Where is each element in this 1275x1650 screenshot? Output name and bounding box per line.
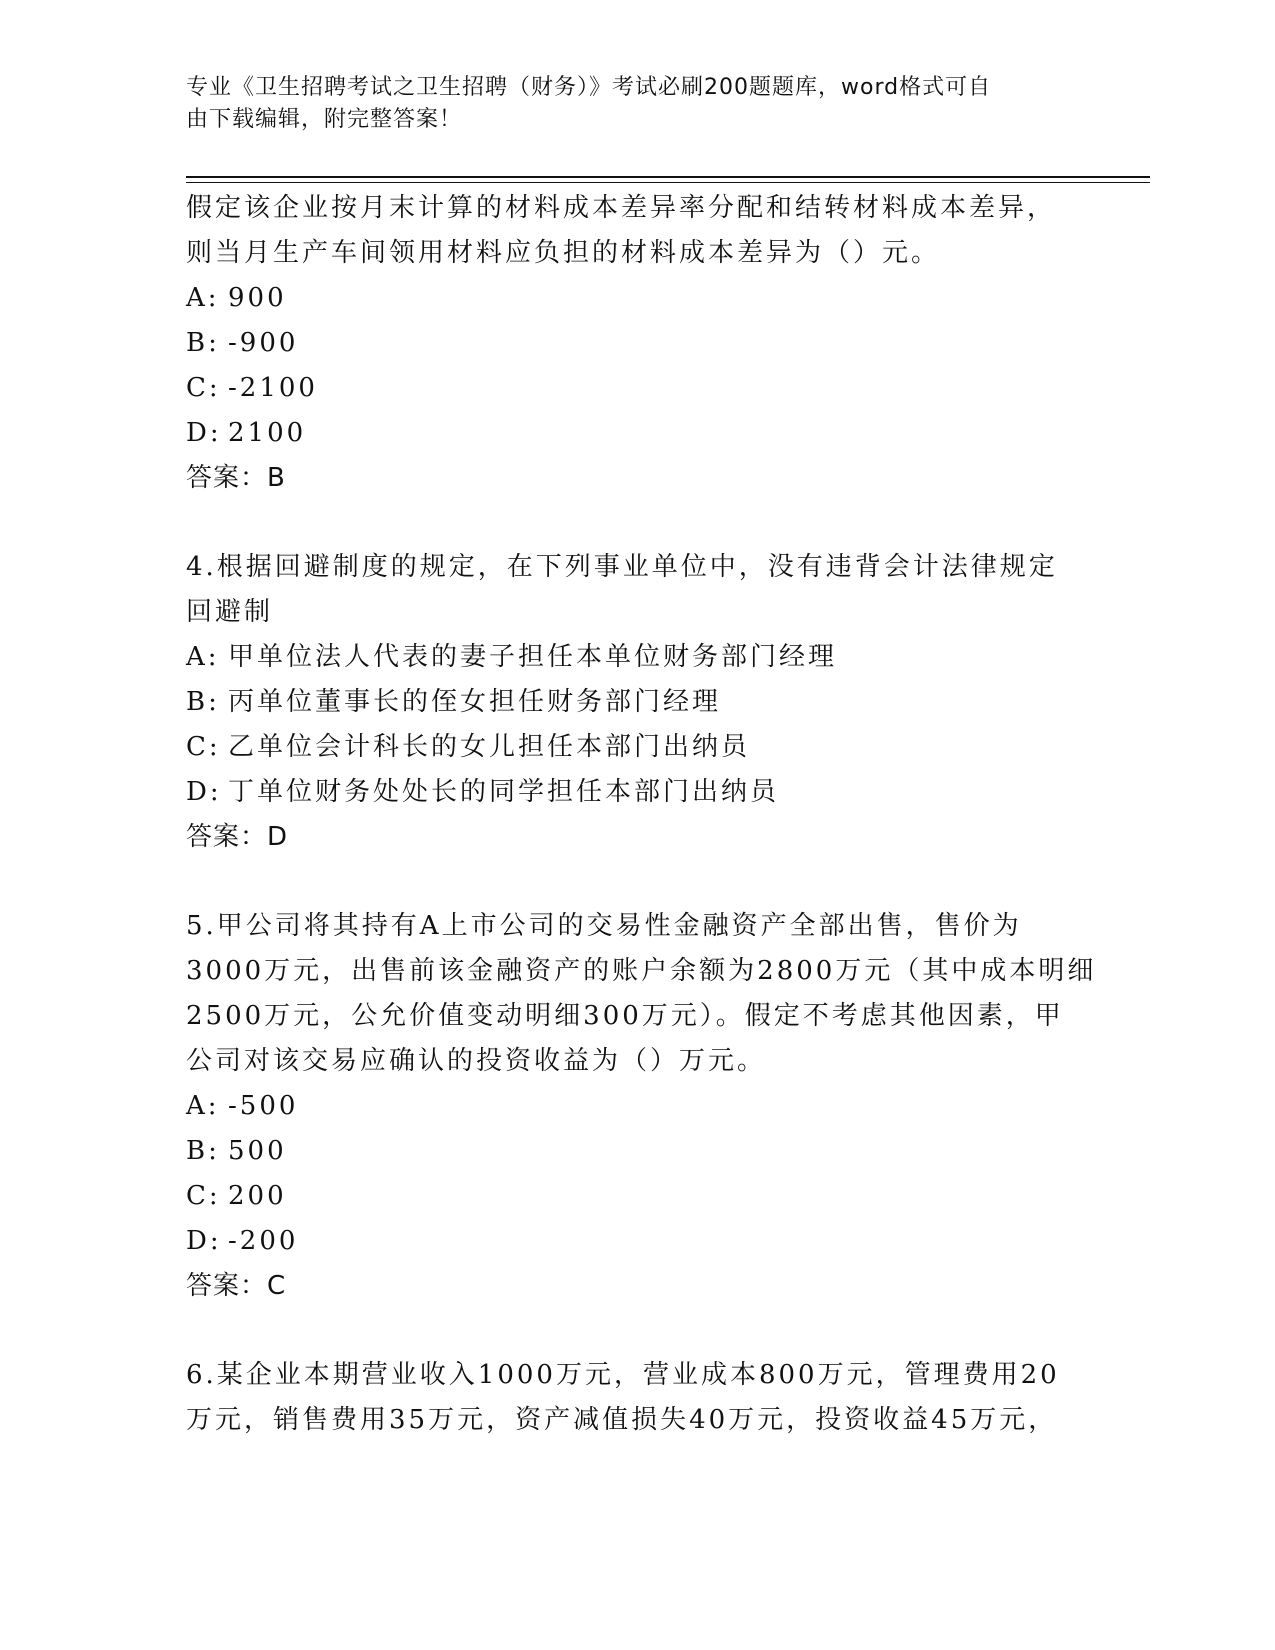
question-5-option-d [186,1219,1086,1264]
header-rule-thick [186,176,1150,178]
question-4-option-a [186,635,1086,680]
option-key: A: [186,642,220,672]
spacer [186,860,1086,904]
question-3-text-line-1: 假定该企业按月末计算的材料成本差异率分配和结转材料成本差异， [186,193,1057,223]
question-5-option-b [186,1129,1086,1174]
option-key: D: [186,1226,222,1256]
option-key: B: [186,687,220,717]
question-5-text-line-4: 公司对该交易应确认的投资收益为（）万元。 [186,1046,767,1076]
spacer [186,1309,1086,1353]
question-5 [186,904,1097,1309]
option-key: D: [186,418,222,448]
option-key: D: [186,777,222,807]
question-4-option-d [186,770,1086,815]
option-key: C: [186,732,221,762]
question-3-text-line-2: 则当月生产车间领用材料应负担的材料成本差异为（）元。 [186,238,941,268]
question-5-answer: 答案：C [186,1271,287,1301]
question-4-text-line-1: 4.根据回避制度的规定，在下列事业单位中，没有违背会计法律规定 [186,552,1058,582]
question-3-answer: 答案：B [186,463,286,493]
question-3 [186,186,1086,501]
option-key: C: [186,373,221,403]
option-text: -900 [228,328,299,358]
question-6-text-line-2: 万元，销售费用35万元，资产减值损失40万元，投资收益45万元， [186,1405,1058,1435]
option-text: 200 [228,1181,287,1211]
option-text: -200 [228,1226,299,1256]
option-key: A: [186,283,220,313]
option-text: -500 [228,1091,299,1121]
option-text: 丁单位财务处处长的同学担任本部门出纳员 [228,777,780,807]
question-4 [186,545,1086,860]
option-text: 甲单位法人代表的妻子担任本单位财务部门经理 [228,642,838,672]
option-text: 乙单位会计科长的女儿担任本部门出纳员 [228,732,751,762]
option-key: B: [186,328,220,358]
question-3-option-c [186,366,1086,411]
question-5-option-a [186,1084,1086,1129]
question-4-answer: 答案：D [186,822,289,852]
header-line-1: 专业《卫生招聘考试之卫生招聘（财务）》考试必刷200题题库，word格式可自 [186,75,992,100]
question-6 [186,1353,1086,1443]
question-4-option-b [186,680,1086,725]
question-5-text-line-2: 3000万元，出售前该金融资产的账户余额为2800万元（其中成本明细 [186,956,1097,986]
option-text: -2100 [228,373,318,403]
option-text: 900 [228,283,287,313]
option-text: 丙单位董事长的侄女担任财务部门经理 [228,687,722,717]
header-line-2: 由下载编辑，附完整答案！ [186,107,463,132]
question-4-text-line-2: 回避制 [186,597,274,627]
option-text: 500 [228,1136,287,1166]
question-3-option-b [186,321,1086,366]
header-rule-thin [186,182,1150,183]
option-key: C: [186,1181,221,1211]
question-6-text-line-1: 6.某企业本期营业收入1000万元，营业成本800万元，管理费用20 [186,1360,1060,1390]
question-5-option-c [186,1174,1086,1219]
question-3-option-d [186,411,1086,456]
question-list [186,186,1097,1443]
option-key: B: [186,1136,220,1166]
option-text: 2100 [228,418,307,448]
spacer [186,501,1086,545]
document-header [186,72,1066,136]
question-5-text-line-1: 5.甲公司将其持有A上市公司的交易性金融资产全部出售，售价为 [186,911,1022,941]
option-key: A: [186,1091,220,1121]
question-3-option-a [186,276,1086,321]
question-4-option-c [186,725,1086,770]
question-5-text-line-3: 2500万元，公允价值变动明细300万元）。假定不考虑其他因素，甲 [186,1001,1064,1031]
